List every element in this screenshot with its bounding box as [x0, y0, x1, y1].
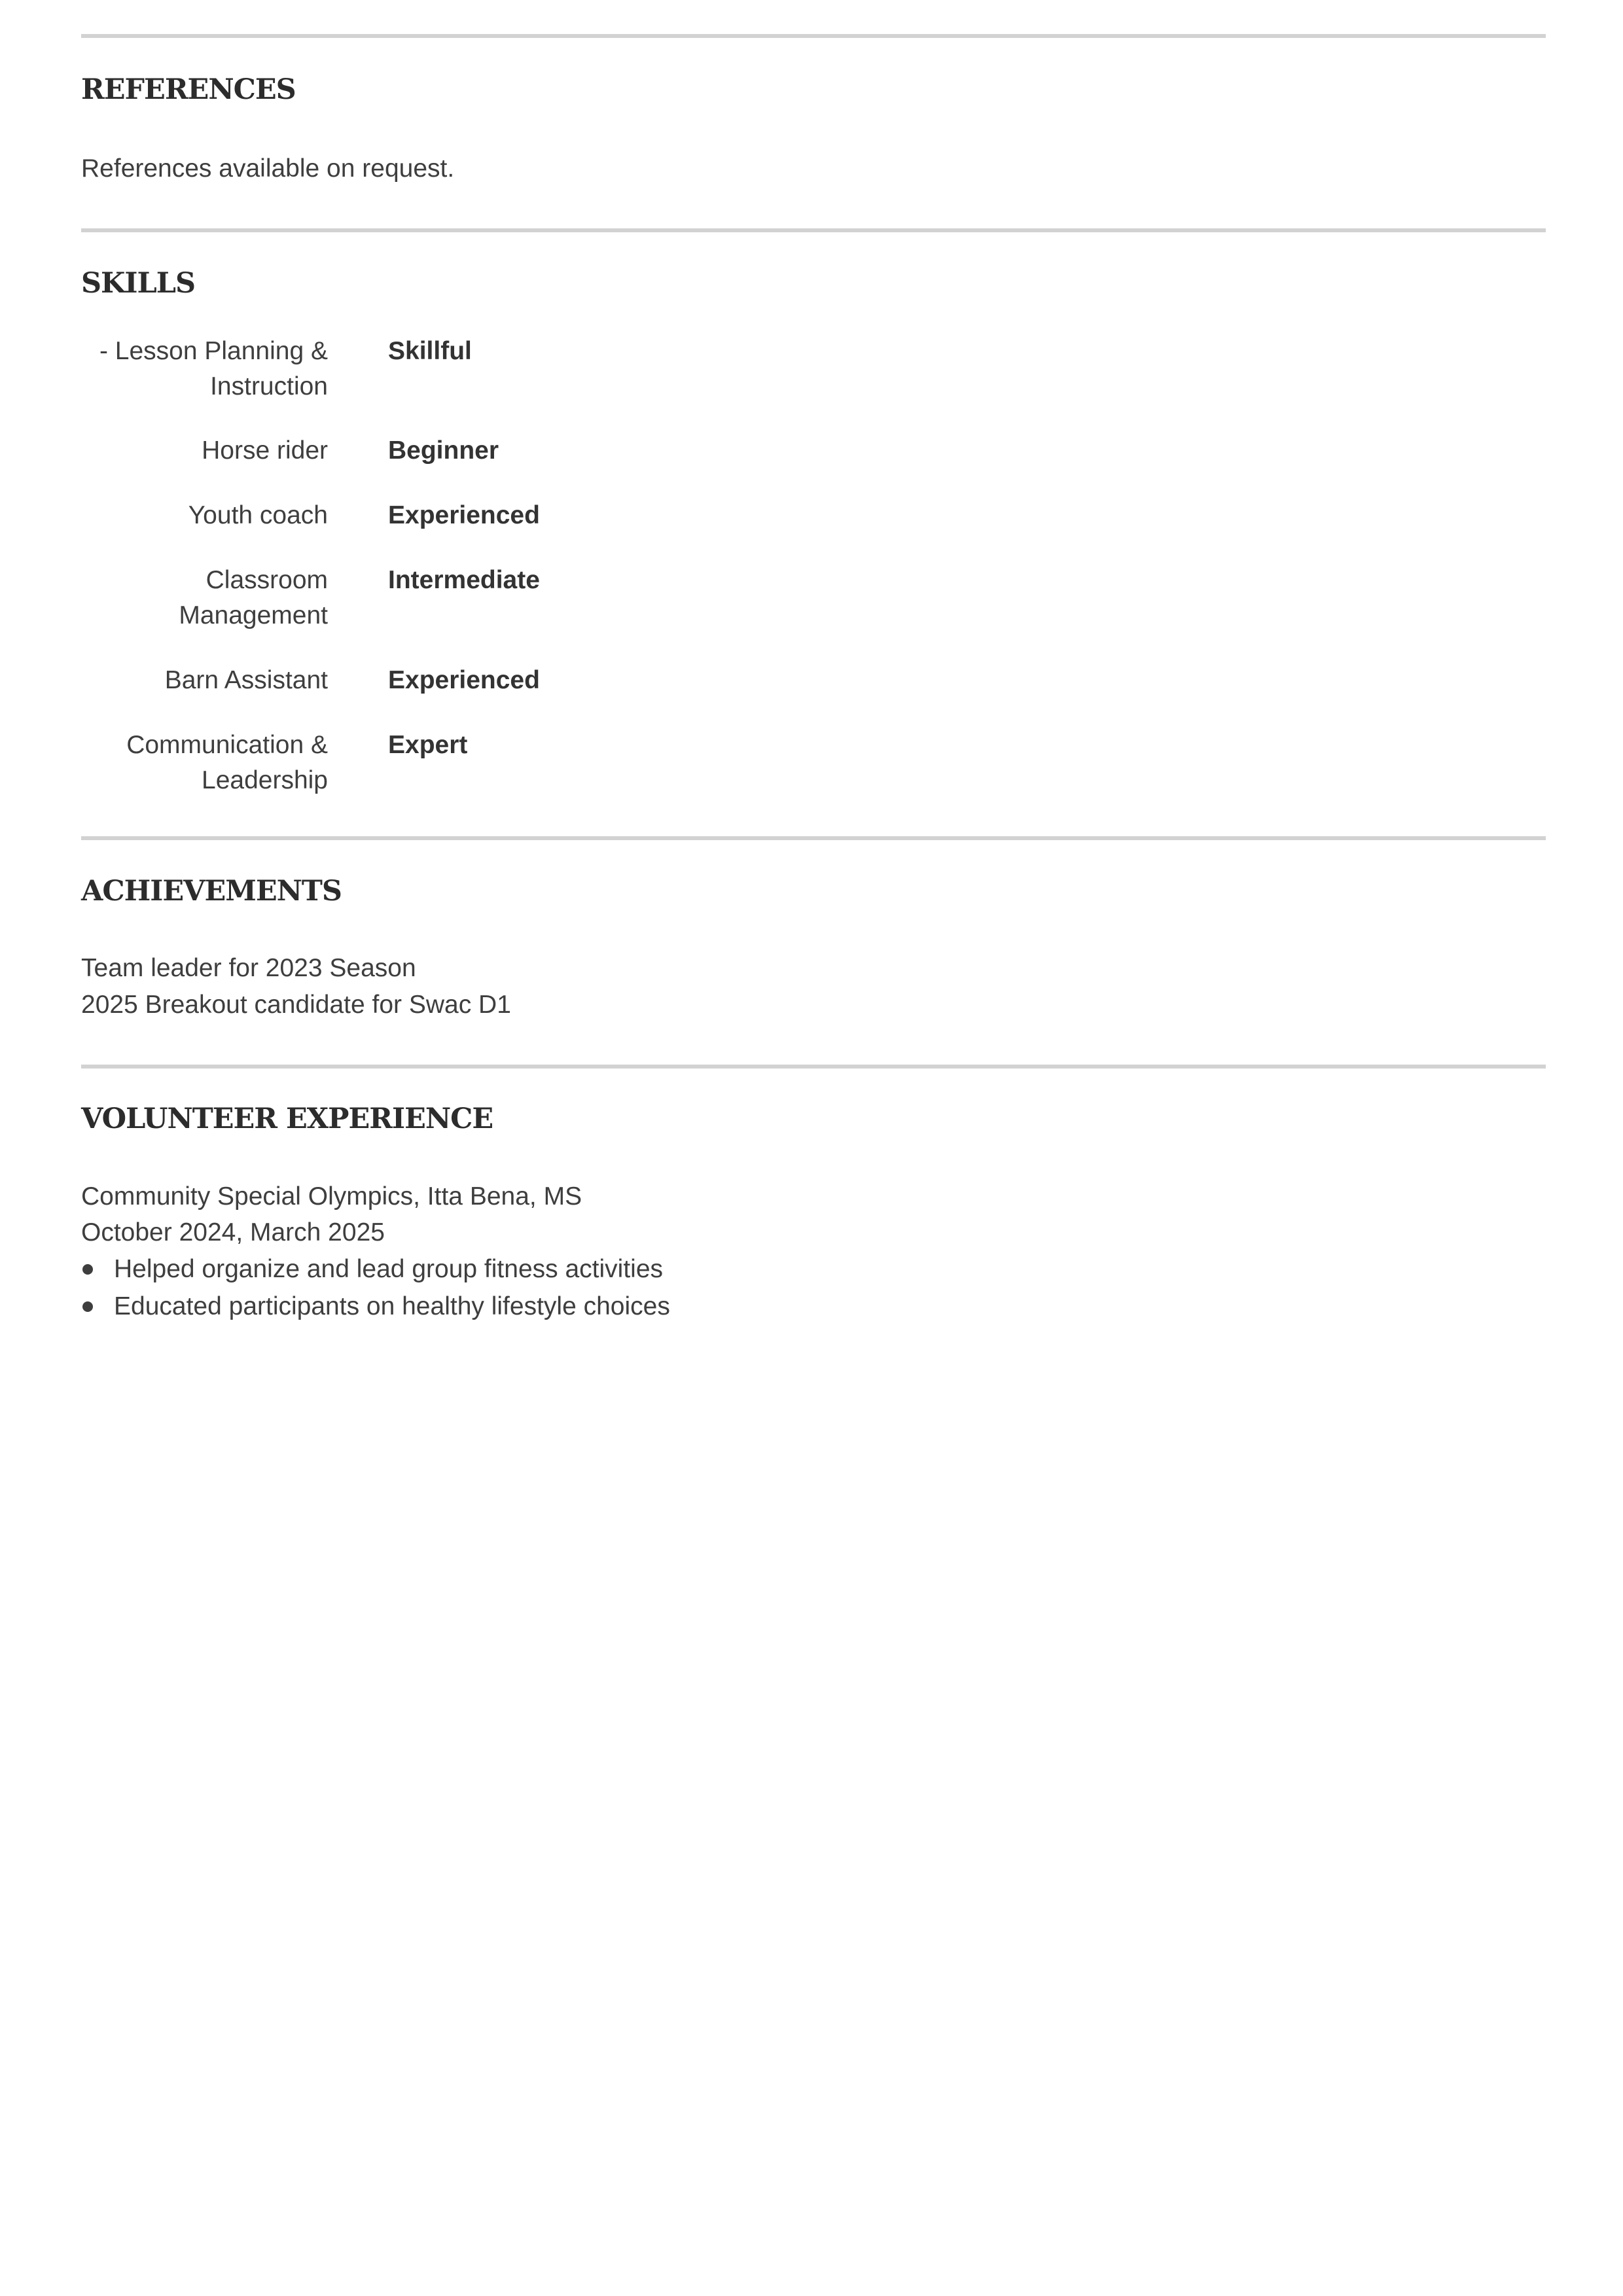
skill-name-line: Management — [179, 601, 328, 629]
skill-name-line: Barn Assistant — [164, 666, 328, 694]
skill-name — [81, 334, 328, 404]
skill-name — [81, 728, 328, 798]
achievement-item: Team leader for 2023 Season — [81, 954, 416, 982]
skill-name — [81, 663, 328, 698]
skill-level: Experienced — [388, 666, 540, 694]
skill-level: Experienced — [388, 501, 540, 529]
achievements-title: ACHIEVEMENTS — [81, 875, 342, 908]
skill-row — [81, 334, 472, 404]
skill-row — [81, 728, 467, 798]
achievement-item: 2025 Breakout candidate for Swac D1 — [81, 991, 511, 1019]
volunteer-org: Community Special Olympics, Itta Bena, MS — [81, 1182, 582, 1210]
skill-row — [81, 663, 540, 698]
section-divider — [81, 228, 1546, 232]
list-item — [81, 1250, 670, 1288]
skill-name — [81, 563, 328, 633]
volunteer-bullets — [81, 1250, 670, 1325]
bullet-icon — [82, 1264, 93, 1275]
section-divider — [81, 836, 1546, 840]
list-item — [81, 1288, 670, 1325]
bullet-text: Helped organize and lead group fitness activities — [114, 1255, 664, 1283]
skill-name-line: Horse rider — [202, 436, 328, 465]
skill-level: Skillful — [388, 337, 472, 365]
skill-name — [81, 433, 328, 468]
skills-title: SKILLS — [81, 267, 196, 300]
section-divider — [81, 1065, 1546, 1069]
skill-level: Intermediate — [388, 566, 540, 594]
skill-name-line: Classroom — [205, 566, 328, 594]
skill-name-line: Youth coach — [188, 501, 328, 529]
skill-row — [81, 563, 540, 633]
volunteer-dates: October 2024, March 2025 — [81, 1218, 385, 1246]
section-divider — [81, 34, 1546, 38]
skill-name-line: Communication & — [126, 731, 328, 759]
skill-name-line: Leadership — [202, 766, 328, 794]
volunteer-title: VOLUNTEER EXPERIENCE — [81, 1103, 493, 1135]
skill-level: Beginner — [388, 436, 499, 465]
references-text: References available on request. — [81, 154, 455, 183]
skill-name-line: - Lesson Planning & — [99, 337, 328, 365]
skill-level: Expert — [388, 731, 468, 759]
bullet-text: Educated participants on healthy lifestyle choices — [114, 1292, 670, 1320]
skill-row — [81, 498, 540, 533]
references-title: REFERENCES — [81, 73, 296, 106]
bullet-icon — [82, 1301, 93, 1312]
skill-row — [81, 433, 499, 468]
skill-name — [81, 498, 328, 533]
skill-name-line: Instruction — [210, 372, 328, 400]
achievements-list — [81, 950, 511, 1023]
